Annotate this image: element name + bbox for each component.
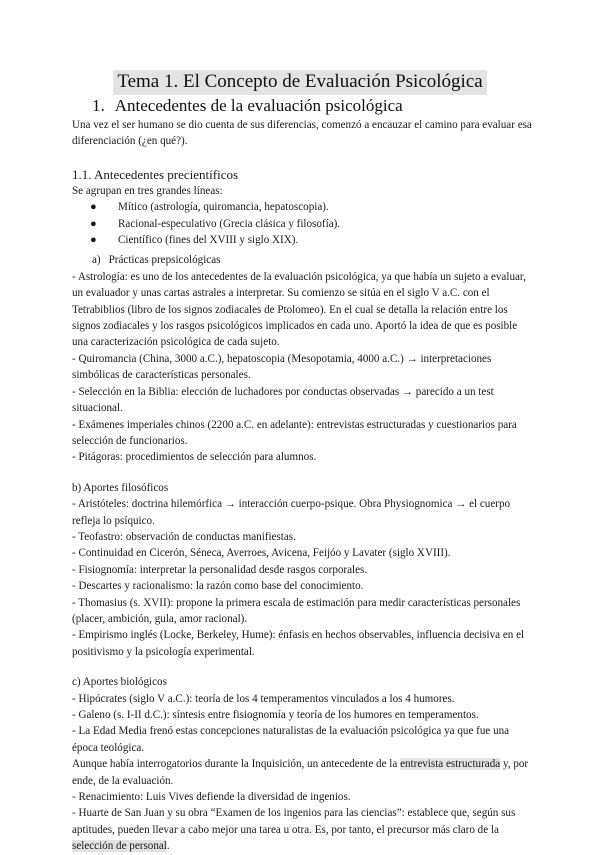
document-body	[72, 117, 532, 855]
paragraph-huarte	[72, 805, 532, 854]
section-1-title: Antecedentes de la evaluación psicológica	[114, 96, 403, 115]
section-1-heading	[92, 96, 403, 116]
list-item	[72, 216, 532, 232]
paragraph-aristoteles: - Aristóteles: doctrina hilemórfica → interacción cuerpo-psique. Obra Physiognomica → el cuerpo refleja lo psíquico.	[72, 498, 511, 527]
paragraph-edad-media: - La Edad Media frenó estas concepciones naturalistas de la evaluación psicológica ya que fue una época teológica.	[72, 725, 510, 754]
inquisicion-text-after: y, por ende, de la evaluación.	[72, 758, 529, 787]
subsection-b-heading: b) Aportes filosóficos	[72, 481, 169, 494]
section-1-number: 1.	[92, 96, 105, 115]
paragraph-quiromancia: - Quiromancia (China, 3000 a.C.), hepatoscopia (Mesopotamia, 4000 a.C.) → interpretaciones simbólicas de características personales.	[72, 352, 492, 382]
paragraph-continuidad: - Continuidad en Cicerón, Séneca, Averroes, Avicena, Feijóo y Lavater (siglo XVIII).	[72, 547, 451, 560]
subsection-a-letter: a)	[92, 254, 101, 267]
paragraph-biblia: - Selección en la Biblia: elección de luchadores por conductas observadas → parecido a un test situacional.	[72, 385, 494, 415]
paragraph-thomasius: - Thomasius (s. XVII): propone la primera escala de estimación para medir características personales (placer, ambición, gula, amor racional).	[72, 596, 521, 625]
highlight-seleccion: selección de personal	[72, 840, 167, 853]
list-item	[72, 232, 532, 248]
paragraph-hipocrates: - Hipócrates (siglo V a.C.): teoría de los 4 temperamentos vinculados a los 4 humores.	[72, 692, 455, 705]
highlight-entrevista: entrevista estructurada	[400, 758, 501, 771]
document-title: Tema 1. El Concepto de Evaluación Psicológica	[113, 70, 486, 95]
bullet-list	[72, 199, 532, 248]
huarte-text-after: .	[166, 840, 170, 853]
paragraph-galeno: - Galeno (s. I-II d.C.): síntesis entre fisiognomía y teoría de los humores en temperamentos.	[72, 709, 479, 721]
title-block	[0, 70, 600, 95]
subsection-a-title: Prácticas prepsicológicas	[108, 254, 221, 267]
subsection-a-heading	[72, 252, 532, 268]
list-item-text: Mítico (astrología, quiromancia, hepatoscopia).	[118, 201, 329, 214]
huarte-text-before: - Huarte de San Juan y su obra “Examen de los ingenios para las ciencias”: establece que, según sus aptitudes, pueden llevar a cabo mejor una tarea u otra. Es, por tanto, el precursor más claro de la	[72, 807, 516, 836]
paragraph-examenes-chinos: - Exámenes imperiales chinos (2200 a.C. en adelante): entrevistas estructuradas y cuestionarios para selección de funcionarios.	[72, 418, 517, 447]
paragraph-fisiognomia: - Fisiognomía: interpretar la personalidad desde rasgos corporales.	[72, 563, 368, 576]
paragraph-descartes: - Descartes y racionalismo: la razón como base del conocimiento.	[72, 580, 364, 593]
paragraph-astrologia: - Astrología: es uno de los antecedentes de la evaluación psicológica, ya que había un sujeto a evaluar, un evaluador y unas cartas astrales a interpretar. Su comienzo se sitúa en el siglo V a.C. con el Tetrabiblios (libro de los signos zodiacales de Ptolomeo). En el cual se detalla la relación entre los signos zodiacales y los rasgos psicológicos implicados en cada uno. Aportó la idea de que es posible una caracterización psicológica de cada sujeto.	[72, 270, 526, 349]
paragraph-pitagoras: - Pitágoras: procedimientos de selección para alumnos.	[72, 451, 317, 464]
section-1-1-lead: Se agrupan en tres grandes líneas:	[72, 184, 223, 197]
paragraph-empirismo: - Empirismo inglés (Locke, Berkeley, Hume): énfasis en hechos observables, influencia decisiva en el positivismo y la psicología experimental.	[72, 629, 525, 658]
inquisicion-text-before: Aunque había interrogatorios durante la Inquisición, un antecedente de la	[72, 758, 401, 771]
list-item	[72, 199, 532, 215]
list-item-text: Racional-especulativo (Grecia clásica y filosofía).	[118, 217, 341, 230]
bullet-dot: ●	[90, 201, 97, 214]
bullet-dot: ●	[90, 234, 97, 247]
paragraph-renacimiento: - Renacimiento: Luis Vives defiende la diversidad de ingenios.	[72, 791, 351, 804]
list-item-text: Científico (fines del XVIII y siglo XIX).	[118, 234, 299, 247]
paragraph-inquisicion	[72, 756, 532, 789]
bullet-dot: ●	[90, 217, 97, 230]
subsection-c-heading: c) Aportes biológicos	[72, 676, 167, 689]
paragraph-teofastro: - Teofastro: observación de conductas manifiestas.	[72, 530, 296, 543]
section-1-1-heading: 1.1. Antecedentes precientíficos	[72, 166, 239, 182]
intro-paragraph: Una vez el ser humano se dio cuenta de sus diferencias, comenzó a encauzar el camino para evaluar esa diferenciación (¿en qué?).	[72, 119, 532, 148]
